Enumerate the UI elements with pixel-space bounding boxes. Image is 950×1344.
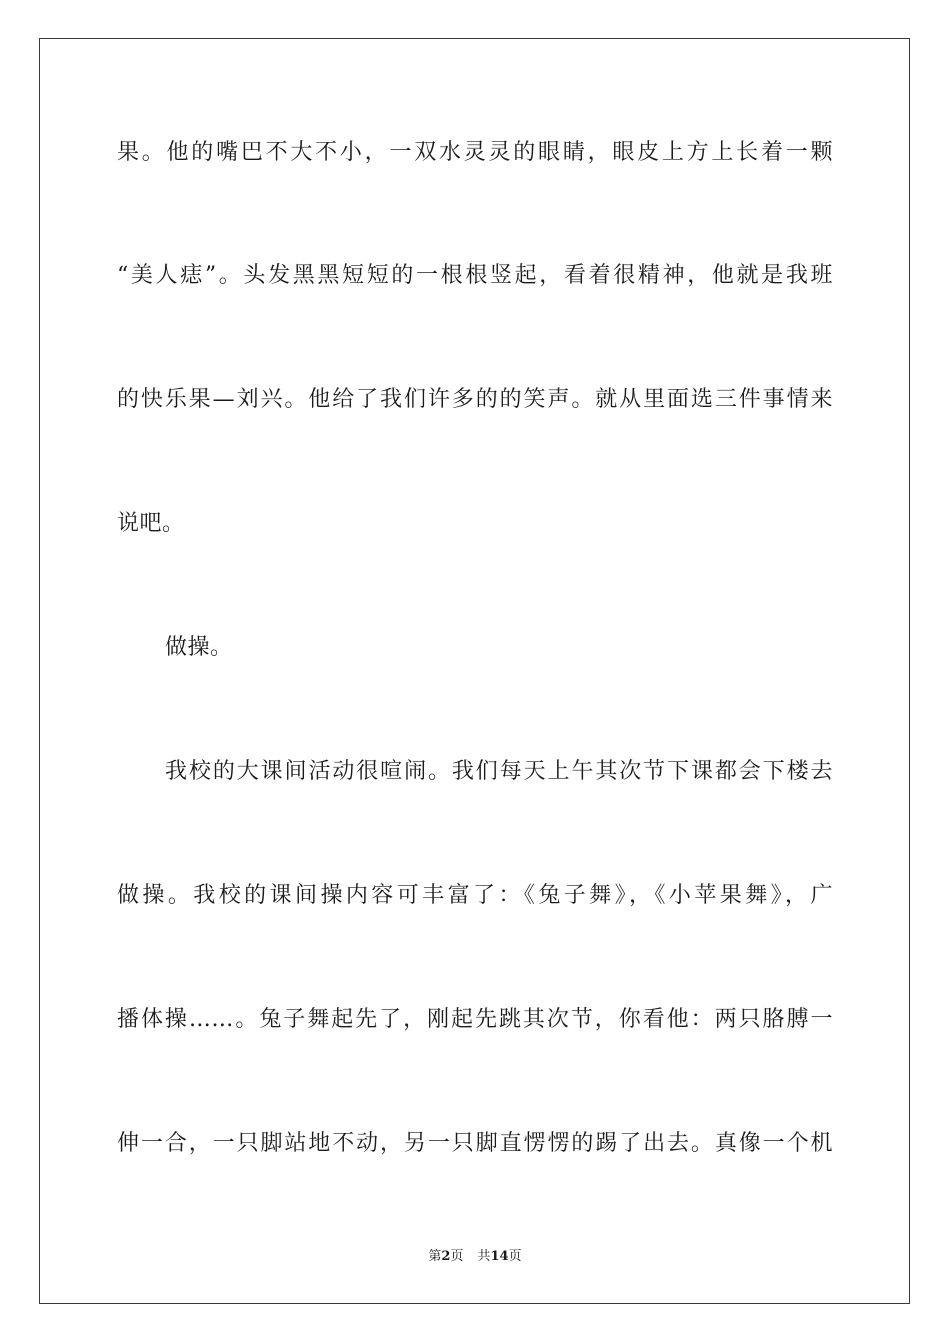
page-footer [0,1248,950,1266]
body-text-line: 做操。我校的课间操内容可丰富了：《兔子舞》，《小苹果舞》，广 [117,883,833,908]
page-suffix: 页 [450,1249,464,1264]
total-prefix: 共 [477,1249,491,1264]
body-text-line: 播体操……。兔子舞起先了，刚起先跳其次节，你看他：两只胳膊一 [117,1007,833,1032]
body-text-line: “美人痣”。头发黑黑短短的一根根竖起，看着很精神，他就是我班 [117,263,833,288]
paragraph-first-line: 我校的大课间活动很喧闹。我们每天上午其次节下课都会下楼去 [165,759,833,784]
page-border [39,38,910,1304]
total-pages: 14 [490,1249,509,1264]
body-text-line: 伸一合，一只脚站地不动，另一只脚直愣愣的踢了出去。真像一个机 [117,1131,833,1156]
section-heading: 做操。 [165,635,233,660]
body-text-line: 的快乐果—刘兴。他给了我们许多的的笑声。就从里面选三件事情来 [117,387,833,412]
total-suffix: 页 [508,1249,522,1264]
page-prefix: 第 [428,1249,442,1264]
page-number: 2 [441,1249,451,1264]
body-text-line: 果。他的嘴巴不大不小，一双水灵灵的眼睛，眼皮上方上长着一颗 [117,140,833,165]
body-text-line: 说吧。 [117,511,185,536]
